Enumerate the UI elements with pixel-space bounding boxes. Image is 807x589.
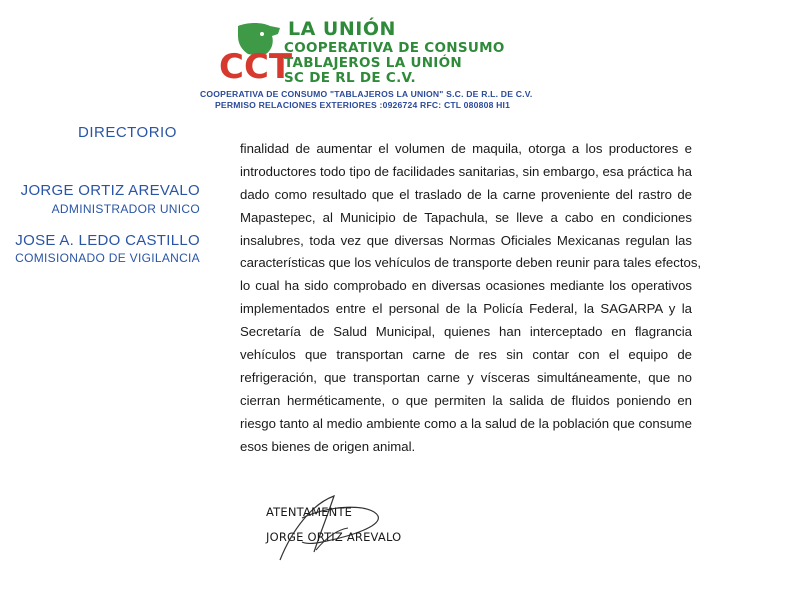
- director-role-2: COMISIONADO DE VIGILANCIA: [15, 251, 200, 265]
- body-line: esos bienes de origen animal.: [240, 438, 416, 454]
- body-line: Mapastepec, al Municipio de Tapachula, se lleve a cabo en condiciones: [240, 209, 692, 225]
- body-line: refrigeración, que transportan carne y vísceras simultáneamente, que no: [240, 369, 692, 385]
- body-line: dado como resultado que el traslado de la carne proveniente del rastro de: [240, 186, 692, 202]
- director-name-2: JOSE A. LEDO CASTILLO: [15, 232, 200, 249]
- letterhead-line-1: COOPERATIVA DE CONSUMO: [284, 40, 505, 56]
- directory-heading: DIRECTORIO: [78, 124, 177, 141]
- body-line: vehículos que transportan carne de res sin contar con el equipo de: [240, 347, 692, 363]
- director-name-1: JORGE ORTIZ AREVALO: [20, 182, 200, 199]
- body-line: Secretaría de Salud Municipal, quienes han interceptado en flagrancia: [240, 324, 692, 340]
- letterhead-line-2: TABLAJEROS LA UNIÓN: [284, 55, 462, 71]
- body-line: cierran herméticamente, o que permiten la salida de fluidos poniendo en: [240, 392, 692, 408]
- body-line: introductores todo tipo de facilidades sanitarias, sin embargo, esa práctica ha: [240, 163, 692, 179]
- letterhead-title: LA UNIÓN: [288, 18, 396, 40]
- closing-salutation: ATENTAMENTE: [266, 505, 353, 519]
- letterhead-line-3: SC DE RL DE C.V.: [284, 70, 416, 86]
- body-line: características que los vehículos de transporte deben reunir para tales efectos,: [240, 255, 702, 271]
- body-line: finalidad de aumentar el volumen de maquila, otorga a los productores e: [240, 141, 692, 156]
- letterhead-subtitle-1: COOPERATIVA DE CONSUMO "TABLAJEROS LA UNION" S.C. DE R.L. DE C.V.: [200, 89, 533, 99]
- director-role-1: ADMINISTRADOR UNICO: [51, 202, 200, 216]
- body-line: insalubres, toda vez que diversas Normas Oficiales Mexicanas regulan las: [240, 232, 692, 248]
- cooperative-logo: [218, 20, 293, 87]
- body-line: riesgo tanto al medio ambiente como a la salud de la población que consume: [240, 415, 692, 431]
- letterhead-subtitle-2: PERMISO RELACIONES EXTERIORES :0926724 RFC: CTL 080808 HI1: [215, 100, 511, 110]
- body-line: lo cual ha sido comprobado en diversas ocasiones mediante los operativos: [240, 278, 692, 294]
- logo-letters: CCT: [219, 47, 293, 87]
- signer-name: JORGE ORTIZ AREVALO: [266, 530, 402, 544]
- body-line: implementados entre el personal de la Policía Federal, la SAGARPA y la: [240, 301, 692, 317]
- letter-body: [240, 138, 702, 458]
